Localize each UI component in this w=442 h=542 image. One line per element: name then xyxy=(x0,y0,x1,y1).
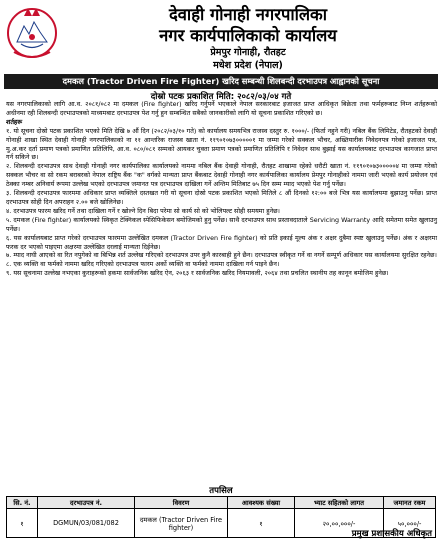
table-cell: DGMUN/03/081/082 xyxy=(38,509,135,538)
condition-item: ३. शिलबन्दी दरभाउपत्र फारममा अधिकार प्राप्त व्यक्तिले दस्तखत गरी यो सूचना दोस्रो पटक प्रकाशित भएको मितिले ८ औं दिनको १२:०० बजे भित्र यस कार्यालयमा बुझाउनु पर्नेछ। प्राप्त दरभाउपत्र सोही दिन अपराहन २.०० बजे खोलिनेछ। xyxy=(6,190,437,206)
nepal-government-emblem xyxy=(6,4,58,60)
province-name: मधेश प्रदेश (नेपाल) xyxy=(213,60,283,71)
column-header: सि. नं. xyxy=(7,497,38,509)
municipality-name: देवाही गोनाही नगरपालिका xyxy=(168,5,327,24)
conditions-heading: शर्तहरू xyxy=(6,118,23,126)
notice-intro: यस नगरपालिकाको लागि आ.व. २०८१/०८२ मा दमकल (Fire fighter) खरिद गर्नुपर्ने भएकाले नेपाल सरकारबाट इजाजत प्राप्त आधिकृत बिक्रेता तथा फर्महरूबाट निम्न शर्तहरूको अधीनमा रही शिलबन्दी दरभाउपत्रको माध्यमबाट दरभाउपत्र पेश गर्नु हुन सम्बन्धित सबैको जानकारीको लागि यो सूचना प्रकाशित गरिएको छ। xyxy=(6,101,437,117)
office-location: प्रेमपुर गोनाही, रौतहट xyxy=(210,47,286,58)
table-cell: दमकल (Tractor Driven Fire fighter) xyxy=(135,509,228,538)
table-cell: १ xyxy=(228,509,295,538)
condition-item: ७. म्याद नाघी आएको वा रित नपुगेको वा बिभिन्न शर्त उल्लेख गरिएको दरभाउपत्र उपर कुनै कारबाही हुने छैन। दरभाउपत्र स्वीकृत गर्ने वा नगर्ने सम्पूर्ण अधिकार यस कार्यालयमा सुरक्षित रहनेछ। xyxy=(6,252,437,260)
table-cell: १ xyxy=(7,509,38,538)
notice-title-banner: दमकल (Tractor Driven Fire Fighter) खरिद सम्बन्धी शिलबन्दी दरभाउपत्र आह्वानको सूचना xyxy=(4,74,438,89)
annex-title: तपसिल xyxy=(209,486,233,496)
condition-item: ४. दरभाउपत्र फारम खरिद गर्ने तथा दाखिला गर्ने र खोल्ने दिन बिदा परेमा सो कार्य सो को भोलिपल्ट सोही समयमा हुनेछ। xyxy=(6,207,280,215)
table-header-row xyxy=(7,497,436,509)
condition-item: ८. एक व्यक्ति वा फर्मको नाममा खरिद गरिएको दरभाउपत्र फारम अर्को व्यक्ति वा फर्मको नाममा दाखिला गर्न पाइने छैन। xyxy=(6,261,280,269)
condition-item: २. शिलबन्दी दरभाउपत्र साथ देवाही गोनाही नगर कार्यपालिका कार्यालयको नाममा नबिल बैंक देवाही गोनाही, रौतहट शाखामा रहेको धरौटी खाता नं. ११९०१०७३०००००४ मा जम्मा गरेको सक्कल भौचर वा सो रकम बराबरको नेपाल राष्ट्रिय बैंक "क" वर्गको मान्यता प्राप्त बैंकबाट देवाही गोनाही नगर कार्यपालिका कार्यालय प्रेमपुर गोनाहीको नाममा जारी भएको कार्य प्रयोजन एवं ठेक्का नम्बर अनिवार्य रूपमा उल्लेख भएको दरभाउपत्र जमानत पत्र दरभाउपत्र दाखिला गर्ने अन्तिम मितिबाट ७५ दिन सम्म म्याद भएको पेश गर्नु पर्नेछ। xyxy=(6,163,437,189)
condition-item: ५. दमकल (Fire fighter) कार्यालयको स्विकृत टेक्निकल स्पेसिफिकेसन बमोजिमको हुनु पर्नेछ। साथै दरभाउपत्र साथ प्रस्तावदाताले Servicing Warranty आदि समेतमा समेत खुलाउनु पर्नेछ। xyxy=(6,216,437,233)
office-name: नगर कार्यपालिकाको कार्यालय xyxy=(159,26,337,45)
column-header: दरभाउपत्र नं. xyxy=(38,497,135,509)
table-cell: ५०,०००/- xyxy=(384,509,436,538)
column-header: भ्याट सहितको लागत xyxy=(295,497,384,509)
column-header: जमानत रकम xyxy=(384,497,436,509)
table-cell: २०,००,०००/- xyxy=(295,509,384,538)
condition-item: ९. यस सूचनामा उल्लेख नभएका कुराहरूको हकमा सार्वजनिक खरिद ऐन, २०६३ र सार्वजनिक खरिद नियमावली, २०६४ तथा प्रचलित स्थानीय तह कानून बमोजिम हुनेछ। xyxy=(6,270,389,278)
condition-item: १. यो सूचना दोस्रो पटक प्रकाशित भएको मिति देखि ७ औं दिन (२०८२/०३/१० गते) को कार्यालय समयभित्र राजस्व दस्तुर रु. १०००/- (फिर्ता नहुने गरी) नबिल बैंक लिमिटेड, रौतहटको देवाही गोनाही शाखा स्थित देवाही गोनाही नगरपालिकाको ना ११ आन्तरिक राजस्व खाता नं. ११९०१०७३०००००१ मा जम्मा गरेको सक्कल भौचर, अख्तियारीक निवेदनपत्र गरेको इजाजत पत्र, मु.अ.कर दर्ता प्रमाण पत्रको प्रमाणित प्रतिलिपि, आ.व. ०८०/०८१ सम्मको आयकर चुक्ता प्रमाण पत्रको प्रमाणित प्रतिलिपि र निवेदन साथ बुझाई यस कार्यालयबाट दरभाउपत्र कागजात प्राप्त गर्न सकिने छ। xyxy=(6,127,437,162)
column-header: विवरण xyxy=(135,497,228,509)
condition-item: ६. यस कार्यालयबाट प्राप्त गरेको दरभाउपत्र फारममा उल्लेखित दमकल (Tractor Driven Fire fighter) को प्रति इकाई मूल्य अंक र अक्षर दुबैमा स्पष्ट खुलाउनु पर्नेछ। अंक र अक्षरमा फरक दर भएको पाइएमा अक्षरमा उल्लेखित दरलाई मान्यता दिईनेछ। xyxy=(6,234,437,251)
notice-body xyxy=(6,101,437,279)
column-header: आवश्यक संख्या xyxy=(228,497,295,509)
signatory-title: प्रमुख प्रशासकीय अधिकृत xyxy=(351,529,432,539)
notice-publish-date: दोस्रो पटक प्रकाशित मिति: २०८२/०३/०४ गते xyxy=(150,92,292,102)
